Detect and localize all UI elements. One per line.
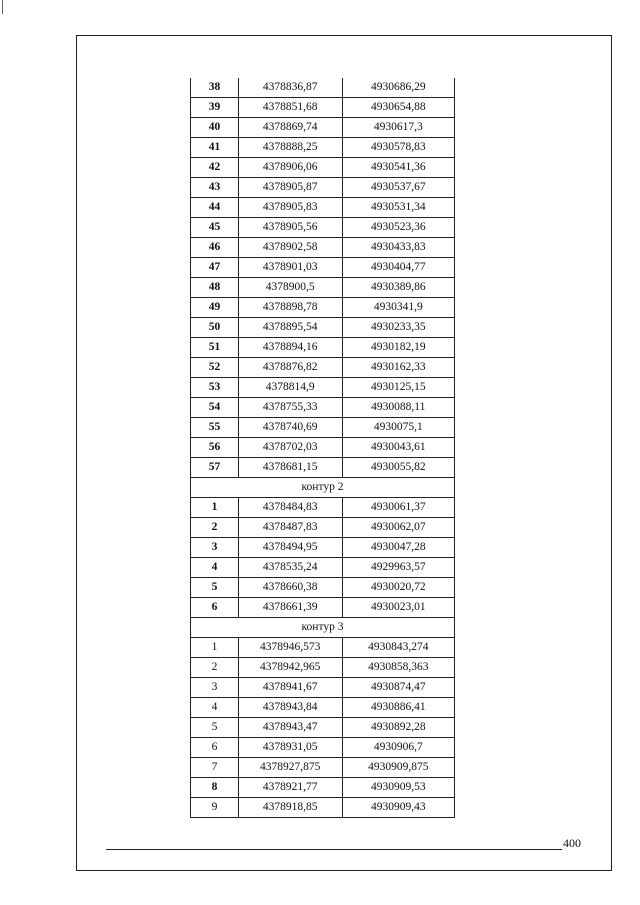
table-row [191, 318, 455, 338]
y-coordinate-cell: 4930075,1 [342, 418, 454, 438]
y-coordinate-cell: 4930162,33 [342, 358, 454, 378]
y-coordinate-cell: 4930654,88 [342, 98, 454, 118]
table-row [191, 498, 455, 518]
table-row [191, 338, 455, 358]
x-coordinate-cell: 4378895,54 [238, 318, 342, 338]
x-coordinate-cell: 4378755,33 [238, 398, 342, 418]
table-row [191, 598, 455, 618]
point-number-cell: 53 [191, 378, 239, 398]
table-row [191, 118, 455, 138]
y-coordinate-cell: 4930125,15 [342, 378, 454, 398]
point-number-cell: 44 [191, 198, 239, 218]
coordinates-table [190, 78, 455, 818]
point-number-cell: 6 [191, 738, 239, 758]
y-coordinate-cell: 4930578,83 [342, 138, 454, 158]
y-coordinate-cell: 4930537,67 [342, 178, 454, 198]
footer-rule [106, 849, 562, 850]
point-number-cell: 2 [191, 518, 239, 538]
table-row [191, 98, 455, 118]
y-coordinate-cell: 4930389,86 [342, 278, 454, 298]
table-row [191, 378, 455, 398]
x-coordinate-cell: 4378921,77 [238, 778, 342, 798]
point-number-cell: 5 [191, 718, 239, 738]
x-coordinate-cell: 4378931,05 [238, 738, 342, 758]
x-coordinate-cell: 4378869,74 [238, 118, 342, 138]
x-coordinate-cell: 4378487,83 [238, 518, 342, 538]
table-row [191, 298, 455, 318]
y-coordinate-cell: 4930909,875 [342, 758, 454, 778]
point-number-cell: 50 [191, 318, 239, 338]
table-row [191, 358, 455, 378]
table-row [191, 278, 455, 298]
point-number-cell: 49 [191, 298, 239, 318]
table-row [191, 258, 455, 278]
point-number-cell: 40 [191, 118, 239, 138]
y-coordinate-cell: 4930020,72 [342, 578, 454, 598]
table-row [191, 578, 455, 598]
y-coordinate-cell: 4930233,35 [342, 318, 454, 338]
table-row [191, 698, 455, 718]
section-title: контур 3 [191, 618, 455, 638]
x-coordinate-cell: 4378836,87 [238, 78, 342, 98]
y-coordinate-cell: 4930886,41 [342, 698, 454, 718]
table-row [191, 678, 455, 698]
y-coordinate-cell: 4930182,19 [342, 338, 454, 358]
point-number-cell: 48 [191, 278, 239, 298]
y-coordinate-cell: 4930892,28 [342, 718, 454, 738]
y-coordinate-cell: 4930341,9 [342, 298, 454, 318]
point-number-cell: 8 [191, 778, 239, 798]
y-coordinate-cell: 4930043,61 [342, 438, 454, 458]
x-coordinate-cell: 4378740,69 [238, 418, 342, 438]
point-number-cell: 51 [191, 338, 239, 358]
x-coordinate-cell: 4378942,965 [238, 658, 342, 678]
y-coordinate-cell: 4930055,82 [342, 458, 454, 478]
table-row [191, 78, 455, 98]
table-row [191, 218, 455, 238]
y-coordinate-cell: 4930047,28 [342, 538, 454, 558]
y-coordinate-cell: 4929963,57 [342, 558, 454, 578]
y-coordinate-cell: 4930531,34 [342, 198, 454, 218]
table-row [191, 518, 455, 538]
point-number-cell: 3 [191, 678, 239, 698]
point-number-cell: 56 [191, 438, 239, 458]
point-number-cell: 5 [191, 578, 239, 598]
x-coordinate-cell: 4378905,56 [238, 218, 342, 238]
point-number-cell: 6 [191, 598, 239, 618]
y-coordinate-cell: 4930023,01 [342, 598, 454, 618]
table-row [191, 418, 455, 438]
x-coordinate-cell: 4378918,85 [238, 798, 342, 818]
x-coordinate-cell: 4378905,87 [238, 178, 342, 198]
x-coordinate-cell: 4378943,47 [238, 718, 342, 738]
x-coordinate-cell: 4378898,78 [238, 298, 342, 318]
table-row [191, 798, 455, 818]
y-coordinate-cell: 4930909,43 [342, 798, 454, 818]
y-coordinate-cell: 4930404,77 [342, 258, 454, 278]
point-number-cell: 9 [191, 798, 239, 818]
table-row [191, 758, 455, 778]
table-row [191, 178, 455, 198]
table-row [191, 658, 455, 678]
x-coordinate-cell: 4378681,15 [238, 458, 342, 478]
table-row [191, 738, 455, 758]
x-coordinate-cell: 4378902,58 [238, 238, 342, 258]
y-coordinate-cell: 4930523,36 [342, 218, 454, 238]
point-number-cell: 54 [191, 398, 239, 418]
table-row [191, 538, 455, 558]
point-number-cell: 46 [191, 238, 239, 258]
x-coordinate-cell: 4378905,83 [238, 198, 342, 218]
point-number-cell: 45 [191, 218, 239, 238]
x-coordinate-cell: 4378535,24 [238, 558, 342, 578]
table-row [191, 438, 455, 458]
y-coordinate-cell: 4930858,363 [342, 658, 454, 678]
section-header-row [191, 618, 455, 638]
y-coordinate-cell: 4930906,7 [342, 738, 454, 758]
page-number: 400 [563, 836, 581, 850]
point-number-cell: 52 [191, 358, 239, 378]
point-number-cell: 38 [191, 78, 239, 98]
x-coordinate-cell: 4378943,84 [238, 698, 342, 718]
scan-artifact-line [2, 0, 3, 14]
x-coordinate-cell: 4378660,38 [238, 578, 342, 598]
x-coordinate-cell: 4378906,06 [238, 158, 342, 178]
table-row [191, 458, 455, 478]
x-coordinate-cell: 4378900,5 [238, 278, 342, 298]
y-coordinate-cell: 4930062,07 [342, 518, 454, 538]
table-row [191, 158, 455, 178]
x-coordinate-cell: 4378876,82 [238, 358, 342, 378]
y-coordinate-cell: 4930433,83 [342, 238, 454, 258]
table-row [191, 138, 455, 158]
x-coordinate-cell: 4378661,39 [238, 598, 342, 618]
point-number-cell: 1 [191, 498, 239, 518]
point-number-cell: 4 [191, 698, 239, 718]
y-coordinate-cell: 4930686,29 [342, 78, 454, 98]
point-number-cell: 7 [191, 758, 239, 778]
section-title: контур 2 [191, 478, 455, 498]
y-coordinate-cell: 4930909,53 [342, 778, 454, 798]
coordinates-table-body [191, 78, 455, 818]
x-coordinate-cell: 4378702,03 [238, 438, 342, 458]
y-coordinate-cell: 4930541,36 [342, 158, 454, 178]
table-row [191, 398, 455, 418]
point-number-cell: 4 [191, 558, 239, 578]
y-coordinate-cell: 4930843,274 [342, 638, 454, 658]
y-coordinate-cell: 4930874,47 [342, 678, 454, 698]
point-number-cell: 39 [191, 98, 239, 118]
table-row [191, 778, 455, 798]
table-row [191, 238, 455, 258]
y-coordinate-cell: 4930061,37 [342, 498, 454, 518]
x-coordinate-cell: 4378901,03 [238, 258, 342, 278]
x-coordinate-cell: 4378927,875 [238, 758, 342, 778]
table-row [191, 198, 455, 218]
table-row [191, 718, 455, 738]
x-coordinate-cell: 4378851,68 [238, 98, 342, 118]
point-number-cell: 47 [191, 258, 239, 278]
point-number-cell: 42 [191, 158, 239, 178]
section-header-row [191, 478, 455, 498]
y-coordinate-cell: 4930088,11 [342, 398, 454, 418]
x-coordinate-cell: 4378894,16 [238, 338, 342, 358]
point-number-cell: 55 [191, 418, 239, 438]
table-row [191, 638, 455, 658]
point-number-cell: 3 [191, 538, 239, 558]
x-coordinate-cell: 4378484,83 [238, 498, 342, 518]
x-coordinate-cell: 4378888,25 [238, 138, 342, 158]
point-number-cell: 43 [191, 178, 239, 198]
point-number-cell: 1 [191, 638, 239, 658]
point-number-cell: 41 [191, 138, 239, 158]
x-coordinate-cell: 4378946,573 [238, 638, 342, 658]
x-coordinate-cell: 4378814,9 [238, 378, 342, 398]
table-row [191, 558, 455, 578]
x-coordinate-cell: 4378941,67 [238, 678, 342, 698]
y-coordinate-cell: 4930617,3 [342, 118, 454, 138]
point-number-cell: 2 [191, 658, 239, 678]
point-number-cell: 57 [191, 458, 239, 478]
x-coordinate-cell: 4378494,95 [238, 538, 342, 558]
